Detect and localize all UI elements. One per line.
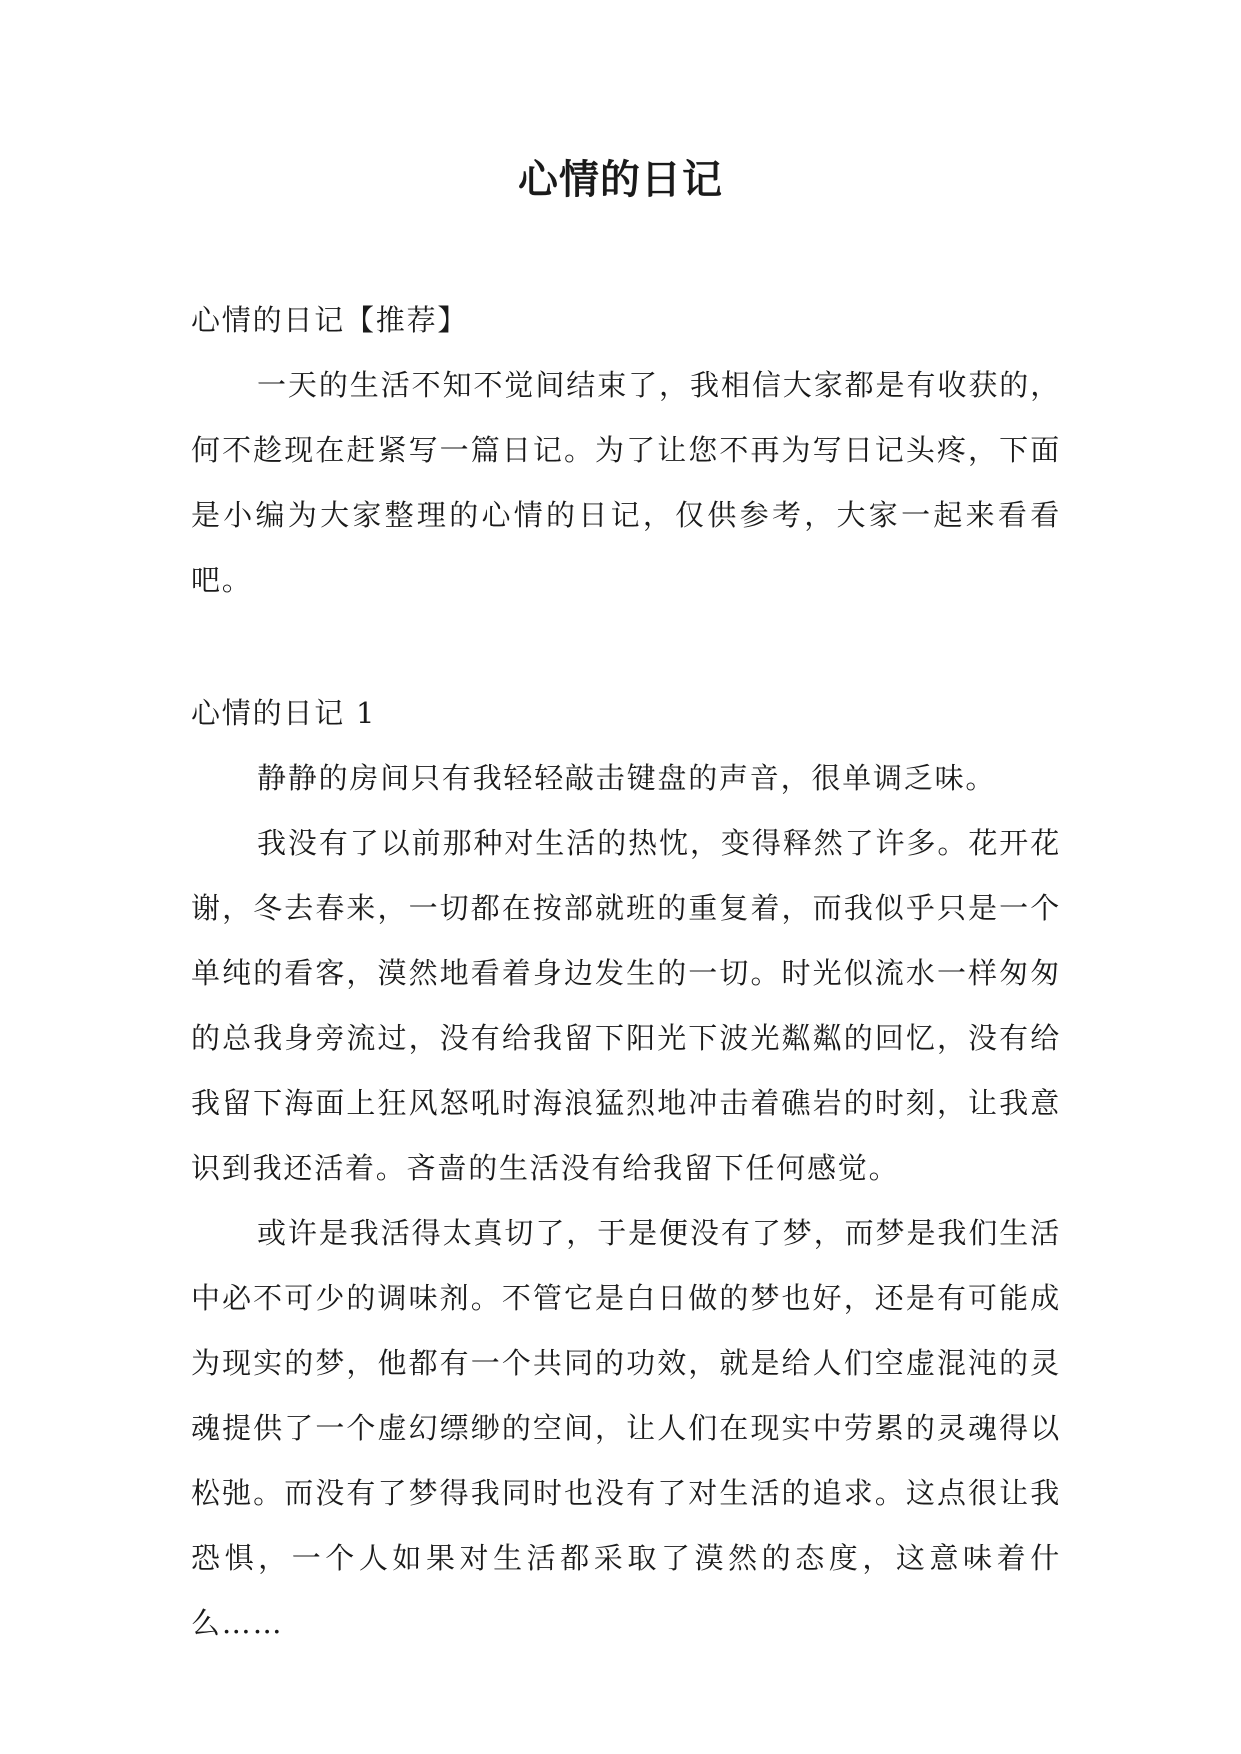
section-1-paragraph: 静静的房间只有我轻轻敲击键盘的声音，很单调乏味。 xyxy=(257,761,997,795)
document-title: 心情的日记 xyxy=(518,157,723,203)
intro-paragraph: 一天的生活不知不觉间结束了，我相信大家都是有收获的，何不趁现在赶紧写一篇日记。为了让您不再为写日记头疼，下面是小编为大家整理的心情的日记，仅供参考，大家一起来看看吧。 xyxy=(191,368,1061,597)
section-1-paragraph: 我没有了以前那种对生活的热忱，变得释然了许多。花开花谢，冬去春来，一切都在按部就班的重复着，而我似乎只是一个单纯的看客，漠然地看着身边发生的一切。时光似流水一样匆匆的总我身旁流过，没有给我留下阳光下波光粼粼的回忆，没有给我留下海面上狂风怒吼时海浪猛烈地冲击着礁岩的时刻，让我意识到我还活着。吝啬的生活没有给我留下任何感觉。 xyxy=(191,826,1061,1185)
section-1-heading: 心情的日记 1 xyxy=(191,696,377,730)
section-spacer xyxy=(191,613,1061,681)
intro-heading: 心情的日记【推荐】 xyxy=(191,303,469,337)
section-1-paragraph: 或许是我活得太真切了，于是便没有了梦，而梦是我们生活中必不可少的调味剂。不管它是白日做的梦也好，还是有可能成为现实的梦，他都有一个共同的功效，就是给人们空虚混沌的灵魂提供了一个虚幻缥缈的空间，让人们在现实中劳累的灵魂得以松弛。而没有了梦得我同时也没有了对生活的追求。这点很让我恐惧，一个人如果对生活都采取了漠然的态度，这意味着什么…… xyxy=(191,1216,1061,1640)
document-body xyxy=(191,288,1061,1656)
